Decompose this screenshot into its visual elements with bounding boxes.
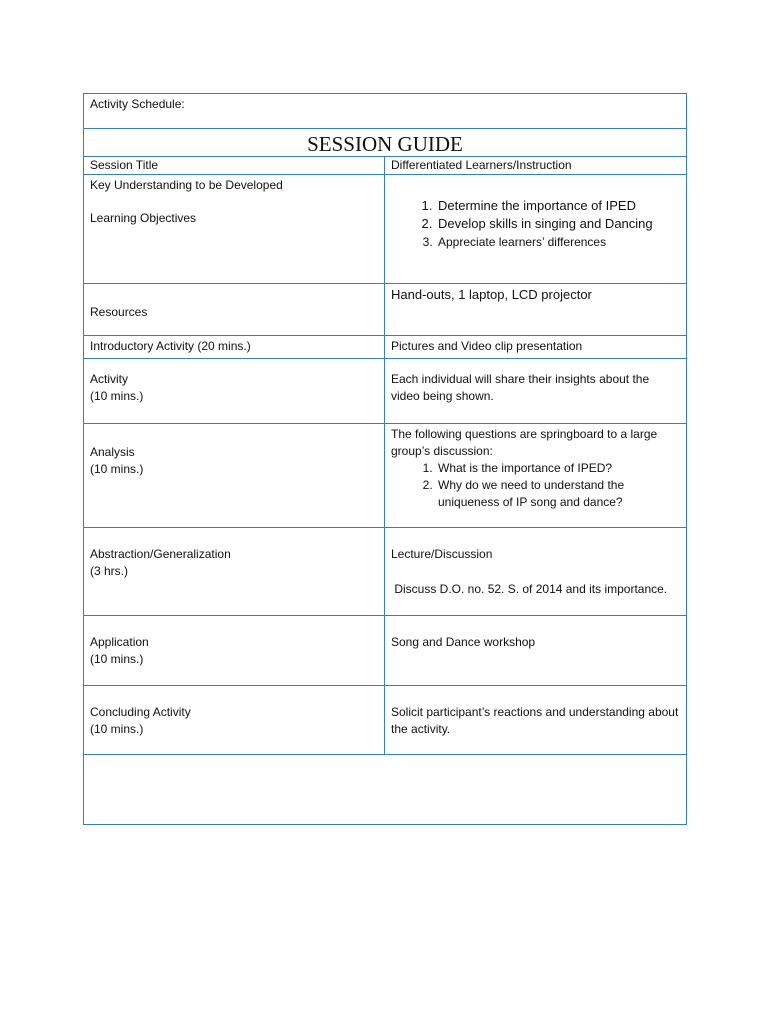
concluding-value-cell (385, 686, 687, 755)
objectives-cell (385, 175, 687, 284)
activity-row (84, 359, 687, 424)
application-value: Song and Dance workshop (391, 635, 536, 649)
analysis-questions (391, 460, 680, 511)
analysis-label-cell (84, 424, 385, 528)
header-differentiated: Differentiated Learners/Instruction (385, 157, 687, 175)
abstraction-label: Abstraction/Generalization (90, 547, 231, 561)
resources-value: Hand-outs, 1 laptop, LCD projector (385, 284, 687, 336)
activity-duration: (10 mins.) (90, 389, 144, 403)
concluding-label-cell (84, 686, 385, 755)
abstraction-row (84, 528, 687, 616)
abstraction-value-title: Lecture/Discussion (391, 547, 493, 561)
application-row (84, 616, 687, 686)
key-understanding-cell (84, 175, 385, 284)
analysis-row (84, 424, 687, 528)
analysis-label: Analysis (90, 445, 135, 459)
title-row (84, 129, 687, 157)
concluding-duration: (10 mins.) (90, 722, 144, 736)
resources-label: Resources (90, 305, 148, 319)
resources-label-cell (84, 284, 385, 336)
analysis-duration: (10 mins.) (90, 462, 144, 476)
resources-row (84, 284, 687, 336)
objectives-list (391, 197, 680, 251)
application-duration: (10 mins.) (90, 652, 144, 666)
key-understanding-label: Key Understanding to be Developed (90, 178, 283, 192)
list-item: 1. What is the importance of IPED? (436, 460, 680, 477)
introductory-label: Introductory Activity (20 mins.) (84, 336, 385, 359)
application-value-cell (385, 616, 687, 686)
concluding-row (84, 686, 687, 755)
activity-schedule-label: Activity Schedule: (90, 97, 185, 111)
activity-schedule-row (84, 94, 687, 129)
session-guide-table (83, 93, 687, 825)
objectives-row (84, 175, 687, 284)
concluding-label: Concluding Activity (90, 705, 191, 719)
activity-schedule-cell (84, 94, 687, 129)
concluding-value: Solicit participant’s reactions and understanding about the activity. (391, 705, 679, 736)
activity-label-cell (84, 359, 385, 424)
abstraction-value-cell (385, 528, 687, 616)
application-label-cell (84, 616, 385, 686)
header-session-title: Session Title (84, 157, 385, 175)
header-row (84, 157, 687, 175)
empty-row (84, 755, 687, 825)
introductory-row (84, 336, 687, 359)
page-title: SESSION GUIDE (84, 129, 687, 157)
list-item: 1. Determine the importance of IPED (436, 197, 680, 215)
activity-value: Each individual will share their insights about the video being shown. (391, 372, 650, 403)
activity-label: Activity (90, 372, 129, 386)
learning-objectives-label: Learning Objectives (90, 211, 197, 225)
list-item: 3. Appreciate learners’ differences (436, 233, 680, 251)
analysis-intro: The following questions are springboard to a large group’s discussion: (391, 427, 658, 458)
application-label: Application (90, 635, 149, 649)
abstraction-duration: (3 hrs.) (90, 564, 129, 578)
abstraction-value-detail: Discuss D.O. no. 52. S. of 2014 and its importance. (391, 582, 668, 596)
empty-cell (84, 755, 687, 825)
list-item: 2. Develop skills in singing and Dancing (436, 215, 680, 233)
introductory-value: Pictures and Video clip presentation (385, 336, 687, 359)
analysis-value-cell (385, 424, 687, 528)
abstraction-label-cell (84, 528, 385, 616)
activity-value-cell (385, 359, 687, 424)
list-item: 2. Why do we need to understand the uniqueness of IP song and dance? (436, 477, 680, 511)
